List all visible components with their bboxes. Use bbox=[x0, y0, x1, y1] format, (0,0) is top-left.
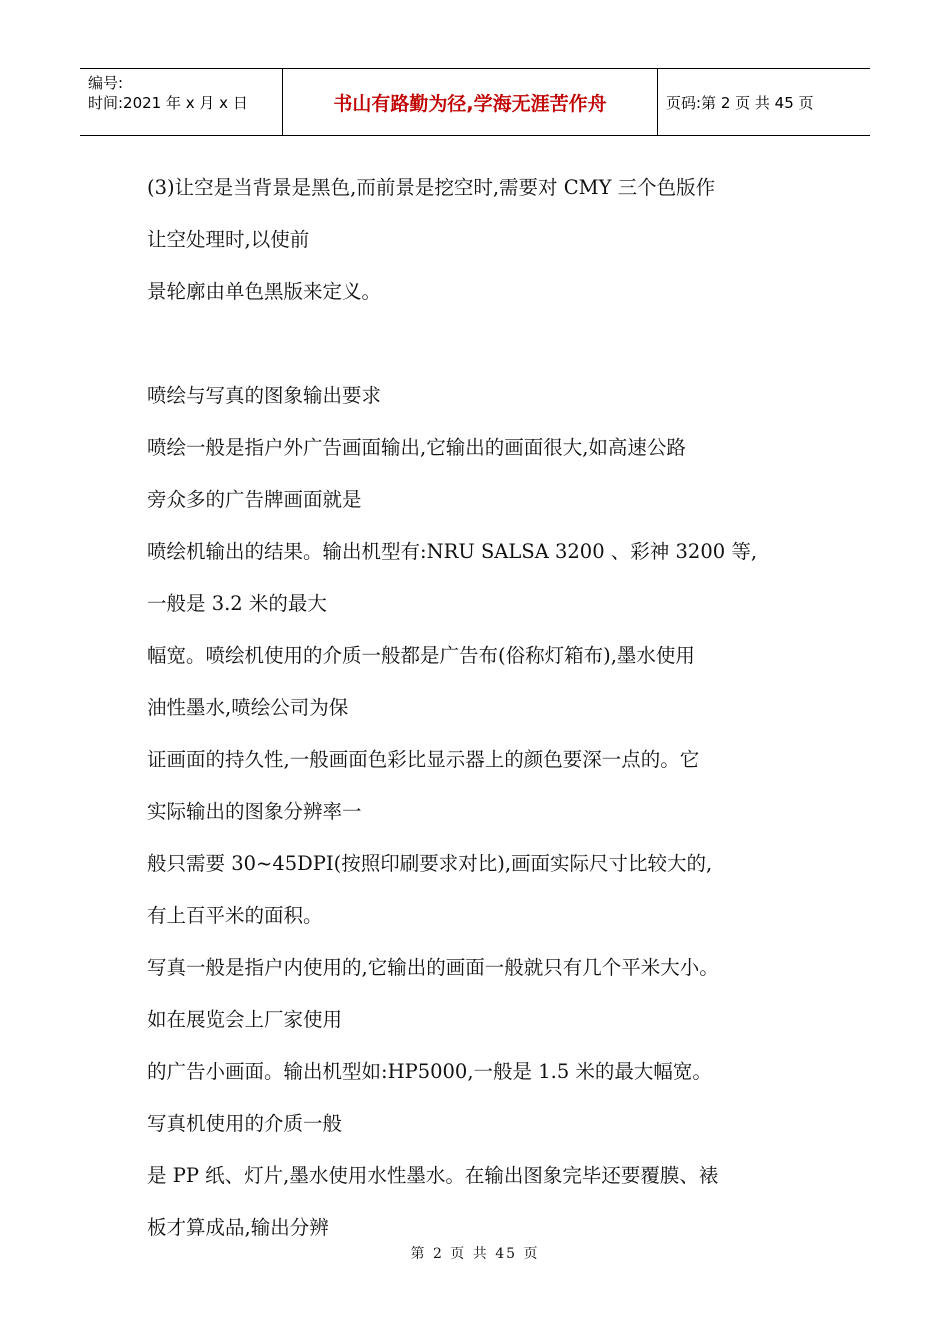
body-line: 般只需要 30~45DPI(按照印刷要求对比),画面实际尺寸比较大的, bbox=[147, 852, 713, 875]
body-line: 写真机使用的介质一般 bbox=[147, 1112, 343, 1135]
body-line: 幅宽。喷绘机使用的介质一般都是广告布(俗称灯箱布),墨水使用 bbox=[147, 644, 695, 667]
body-line: 有上百平米的面积。 bbox=[147, 904, 323, 927]
header-time: 时间:2021 年 x 月 x 日 bbox=[88, 94, 248, 112]
body-line: 让空处理时,以使前 bbox=[147, 228, 310, 251]
body-line: 的广告小画面。输出机型如:HP5000,一般是 1.5 米的最大幅宽。 bbox=[147, 1060, 712, 1083]
body-blank-line bbox=[147, 318, 827, 370]
body-line: 如在展览会上厂家使用 bbox=[147, 1008, 343, 1031]
body-line: 油性墨水,喷绘公司为保 bbox=[147, 696, 349, 719]
body-line: 一般是 3.2 米的最大 bbox=[147, 592, 327, 615]
body-text bbox=[147, 162, 827, 1254]
body-line: 旁众多的广告牌画面就是 bbox=[147, 488, 362, 511]
body-line: 板才算成品,输出分辨 bbox=[147, 1216, 329, 1239]
body-line: 喷绘一般是指户外广告画面输出,它输出的画面很大,如高速公路 bbox=[147, 436, 686, 459]
header-slogan: 书山有路勤为径,学海无涯苦作舟 bbox=[283, 69, 658, 135]
body-line: 喷绘机输出的结果。输出机型有:NRU SALSA 3200 、彩神 3200 等, bbox=[147, 540, 758, 563]
page-header bbox=[80, 68, 870, 136]
header-page-info: 页码:第 2 页 共 45 页 bbox=[666, 93, 814, 112]
page-footer: 第 2 页 共 45 页 bbox=[410, 1246, 540, 1262]
body-line: 写真一般是指户内使用的,它输出的画面一般就只有几个平米大小。 bbox=[147, 956, 719, 979]
body-line: (3)让空是当背景是黑色,而前景是挖空时,需要对 CMY 三个色版作 bbox=[147, 176, 716, 199]
body-line: 实际输出的图象分辨率一 bbox=[147, 800, 362, 823]
body-line: 是 PP 纸、灯片,墨水使用水性墨水。在输出图象完毕还要覆膜、裱 bbox=[147, 1164, 719, 1187]
body-line: 景轮廓由单色黑版来定义。 bbox=[147, 280, 382, 303]
body-line: 证画面的持久性,一般画面色彩比显示器上的颜色要深一点的。它 bbox=[147, 748, 700, 771]
section-heading: 喷绘与写真的图象输出要求 bbox=[147, 384, 382, 407]
header-number: 编号: bbox=[88, 74, 124, 92]
header-meta bbox=[80, 69, 283, 135]
